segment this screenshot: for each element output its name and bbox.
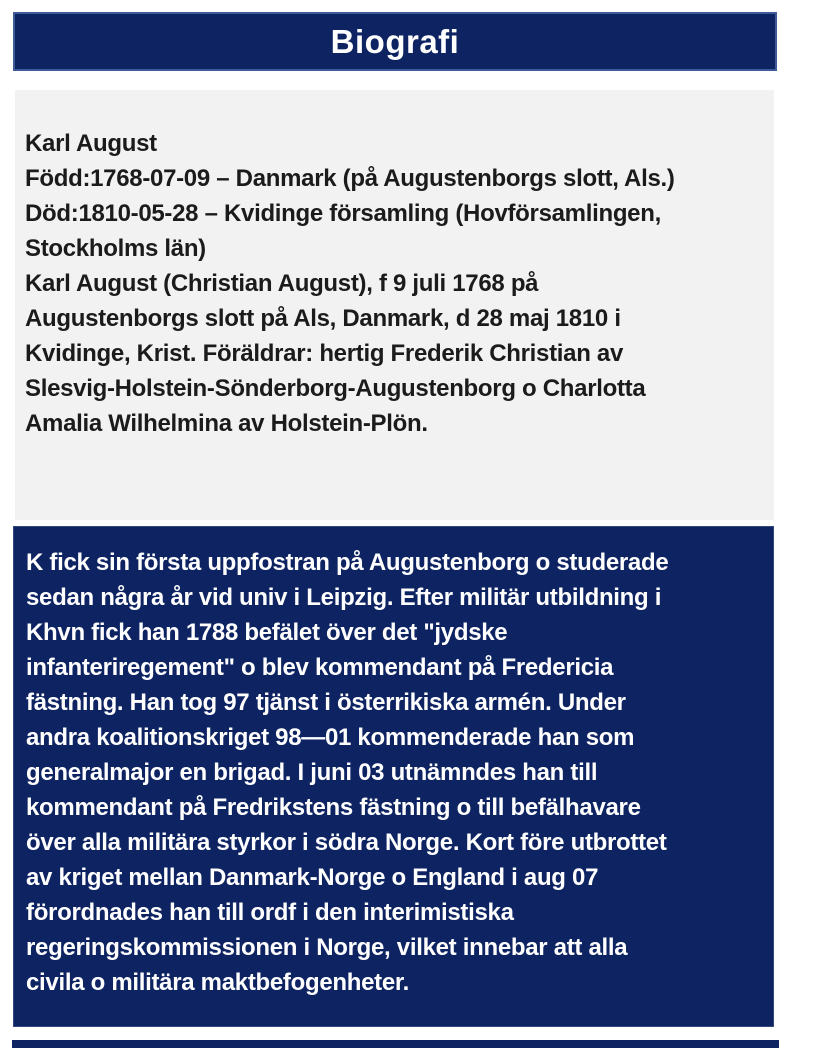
text-line: av kriget mellan Danmark-Norge o England i aug 07 — [26, 864, 599, 891]
text-line: Augustenborgs slott på Als, Danmark, d 28 maj 1810 i — [25, 305, 621, 332]
text-line: Amalia Wilhelmina av Holstein-Plön. — [25, 410, 428, 437]
text-line: Död:1810-05-28 – Kvidinge församling (Hovförsamlingen, — [25, 200, 661, 227]
text-line: Kvidinge, Krist. Föräldrar: hertig Frederik Christian av — [25, 340, 624, 367]
text-line: regeringskommissionen i Norge, vilket innebar att alla — [26, 934, 628, 961]
text-line: fästning. Han tog 97 tjänst i österrikiska armén. Under — [26, 689, 626, 716]
text-line: förordnades han till ordf i den interimistiska — [26, 899, 514, 926]
text-line: infanteriregement" o blev kommendant på Fredericia — [26, 654, 614, 681]
text-line: Karl August — [25, 130, 157, 157]
text-line: Khvn fick han 1788 befälet över det "jydske — [26, 619, 508, 646]
text-line: Född:1768-07-09 – Danmark (på Augustenborgs slott, Als.) — [25, 165, 675, 192]
info-panel — [15, 90, 774, 520]
text-line: Stockholms län) — [25, 235, 206, 262]
page-title: Biografi — [330, 22, 460, 60]
text-line: över alla militära styrkor i södra Norge. Kort före utbrottet — [26, 829, 667, 856]
bottom-divider-rule — [12, 1040, 779, 1048]
text-line: kommendant på Fredrikstens fästning o till befälhavare — [26, 794, 641, 821]
text-line: generalmajor en brigad. I juni 03 utnämndes han till — [26, 759, 598, 786]
info-text — [25, 126, 762, 441]
text-line: Karl August (Christian August), f 9 juli 1768 på — [25, 270, 539, 297]
title-bar — [13, 12, 777, 71]
biography-panel — [13, 526, 774, 1027]
text-line: sedan några år vid univ i Leipzig. Efter militär utbildning i — [26, 584, 662, 611]
text-line: K fick sin första uppfostran på Augustenborg o studerade — [26, 549, 669, 576]
text-line: civila o militära maktbefogenheter. — [26, 969, 409, 996]
text-line: Slesvig-Holstein-Sönderborg-Augustenborg o Charlotta — [25, 375, 646, 402]
text-line: andra koalitionskriget 98—01 kommenderade han som — [26, 724, 635, 751]
biography-text — [26, 545, 759, 1000]
